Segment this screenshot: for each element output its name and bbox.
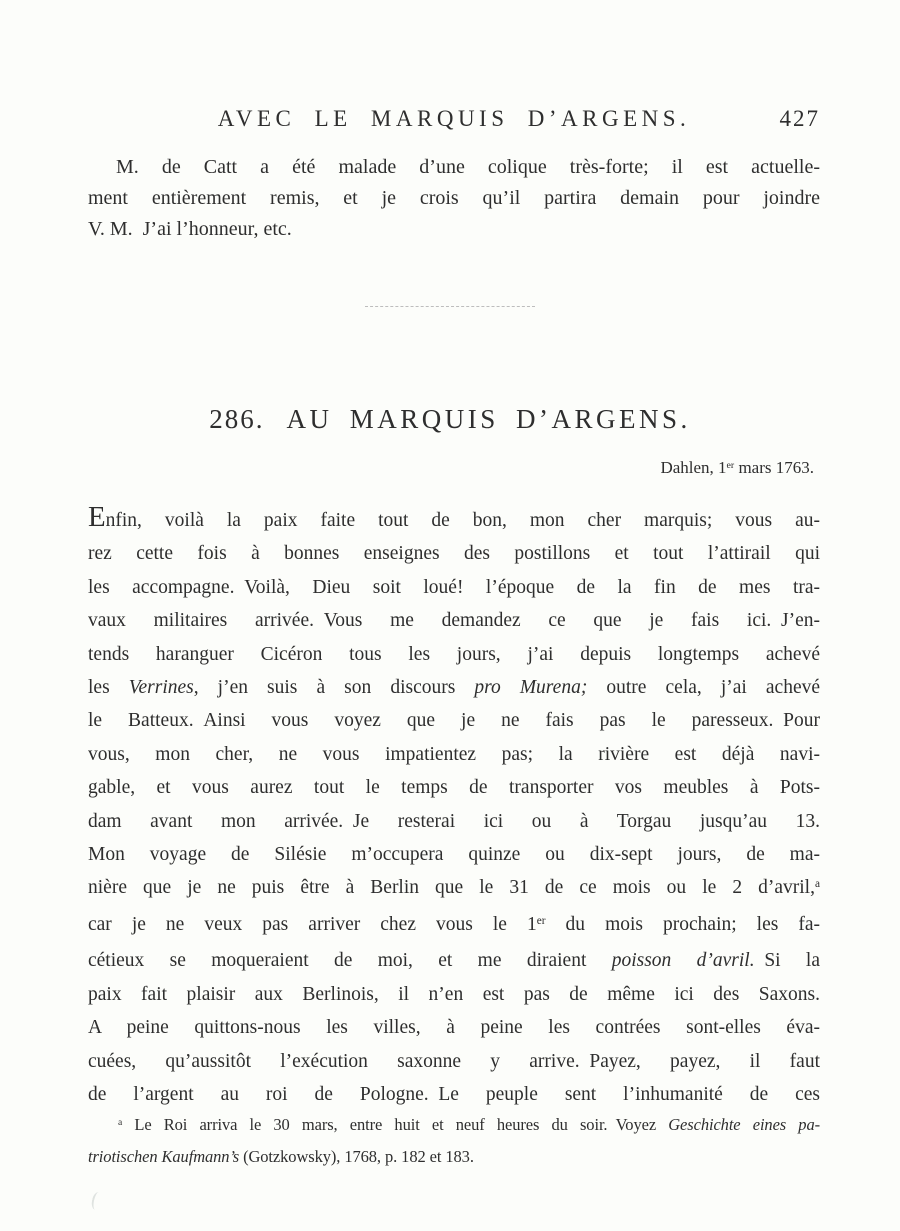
text-segment: gable, et vous aurez tout le temps de transporter vos meubles à Pots- <box>88 777 820 799</box>
text-line <box>88 1078 820 1111</box>
letter-number: 286. <box>209 404 265 434</box>
text-segment: pro Murena; <box>474 677 588 699</box>
text-line <box>88 1142 820 1171</box>
letter-title: AU MARQUIS D’ARGENS. <box>286 404 691 434</box>
superscript-mark: er <box>536 914 546 927</box>
text-line <box>88 1045 820 1078</box>
text-line <box>88 152 820 183</box>
text-segment: cuées, qu’aussitôt l’exécution saxonne y arrive. Payez, payez, il faut <box>88 1050 820 1072</box>
text-segment: les <box>88 677 129 699</box>
letter-body <box>88 501 821 1111</box>
superscript-mark: a <box>814 878 820 891</box>
text-line <box>88 638 820 671</box>
text-line <box>88 1011 820 1044</box>
text-segment: dam avant mon arrivée. Je resterai ici ou à Torgau jusqu’au 13. <box>88 810 820 832</box>
text-line <box>88 571 820 604</box>
intro-paragraph <box>88 152 820 245</box>
footnote-block <box>88 1110 820 1171</box>
text-segment: les accompagne. Voilà, Dieu soit loué! l’époque de la fin de mes tra- <box>88 576 820 598</box>
text-segment: cétieux se moqueraient de moi, et me diraient <box>88 950 612 972</box>
text-segment: rez cette fois à bonnes enseignes des postillons et tout l’attirail qui <box>88 543 820 565</box>
text-segment: tends haranguer Cicéron tous les jours, j’ai depuis longtemps achevé <box>88 643 820 665</box>
text-segment: M. de Catt a été malade d’une colique très-forte; il est actuelle- <box>116 156 820 178</box>
text-line <box>88 871 820 907</box>
text-segment: E <box>88 501 106 533</box>
text-line <box>88 183 820 214</box>
text-line <box>88 1110 820 1142</box>
text-segment: Dahlen, 1 <box>660 458 727 477</box>
text-line <box>88 537 820 570</box>
text-line <box>88 671 820 704</box>
text-segment: vous, mon cher, ne vous impatientez pas; la rivière est déjà navi- <box>88 743 820 765</box>
text-line <box>88 604 820 637</box>
text-line <box>88 978 820 1011</box>
text-segment: poisson d’avril. <box>611 950 755 972</box>
text-segment: paix fait plaisir aux Berlinois, il n’en est pas de même ici des Saxons. <box>88 983 820 1005</box>
text-line <box>88 704 820 737</box>
text-segment: car je ne veux pas arriver chez vous le 1 <box>88 913 537 935</box>
text-line <box>88 944 820 977</box>
text-segment: Verrines <box>128 677 194 699</box>
page-number: 427 <box>779 106 820 131</box>
text-segment: nière que je ne puis être à Berlin que le 31 de ce mois ou le 2 d’avril, <box>88 877 815 899</box>
text-line <box>88 458 814 478</box>
text-segment: Mon voyage de Silésie m’occupera quinze ou dix-sept jours, de ma- <box>88 844 820 866</box>
text-segment: vaux militaires arrivée. Vous me demandez ce que je fais ici. J’en- <box>88 610 820 632</box>
text-segment: outre cela, j’ai achevé <box>587 677 821 699</box>
text-line <box>88 805 820 838</box>
superscript-mark: er <box>726 459 735 471</box>
text-line <box>88 214 820 245</box>
text-segment: V. M. J’ai l’honneur, etc. <box>88 218 292 240</box>
text-segment: le Batteux. Ainsi vous voyez que je ne fais pas le paresseux. Pour <box>88 710 820 732</box>
letter-heading <box>0 404 900 435</box>
section-divider <box>365 306 535 307</box>
text-line <box>88 771 820 804</box>
text-line <box>88 838 820 871</box>
text-segment: A peine quittons-nous les villes, à peine les contrées sont-elles éva- <box>88 1017 820 1039</box>
text-segment: triotischen Kaufmann’s <box>88 1147 240 1166</box>
text-segment: ment entièrement remis, et je crois qu’il partira demain pour joindre <box>88 187 820 209</box>
text-segment: mars 1763. <box>734 458 814 477</box>
text-segment: (Gotzkowsky), 1768, p. 182 et 183. <box>239 1147 474 1166</box>
text-line <box>88 738 820 771</box>
dateline <box>88 458 814 478</box>
running-header <box>88 106 820 136</box>
text-segment: du mois prochain; les fa- <box>545 913 820 935</box>
superscript-mark: a <box>118 1116 123 1128</box>
text-segment: , j’en suis à son discours <box>193 677 475 699</box>
smudge-mark <box>90 1191 104 1211</box>
text-segment: de l’argent au roi de Pologne. Le peuple sent l’inhumanité de ces <box>88 1083 820 1105</box>
text-segment: Geschichte eines pa- <box>668 1115 820 1134</box>
text-line <box>88 908 820 944</box>
text-segment: Si la <box>754 950 820 972</box>
text-line <box>88 501 820 537</box>
header-title: AVEC LE MARQUIS D’ARGENS. <box>217 106 691 131</box>
text-segment: nfin, voilà la paix faite tout de bon, mon cher marquis; vous au- <box>105 510 820 531</box>
text-segment: Le Roi arriva le 30 mars, entre huit et neuf heures du soir. Voyez <box>122 1115 669 1134</box>
